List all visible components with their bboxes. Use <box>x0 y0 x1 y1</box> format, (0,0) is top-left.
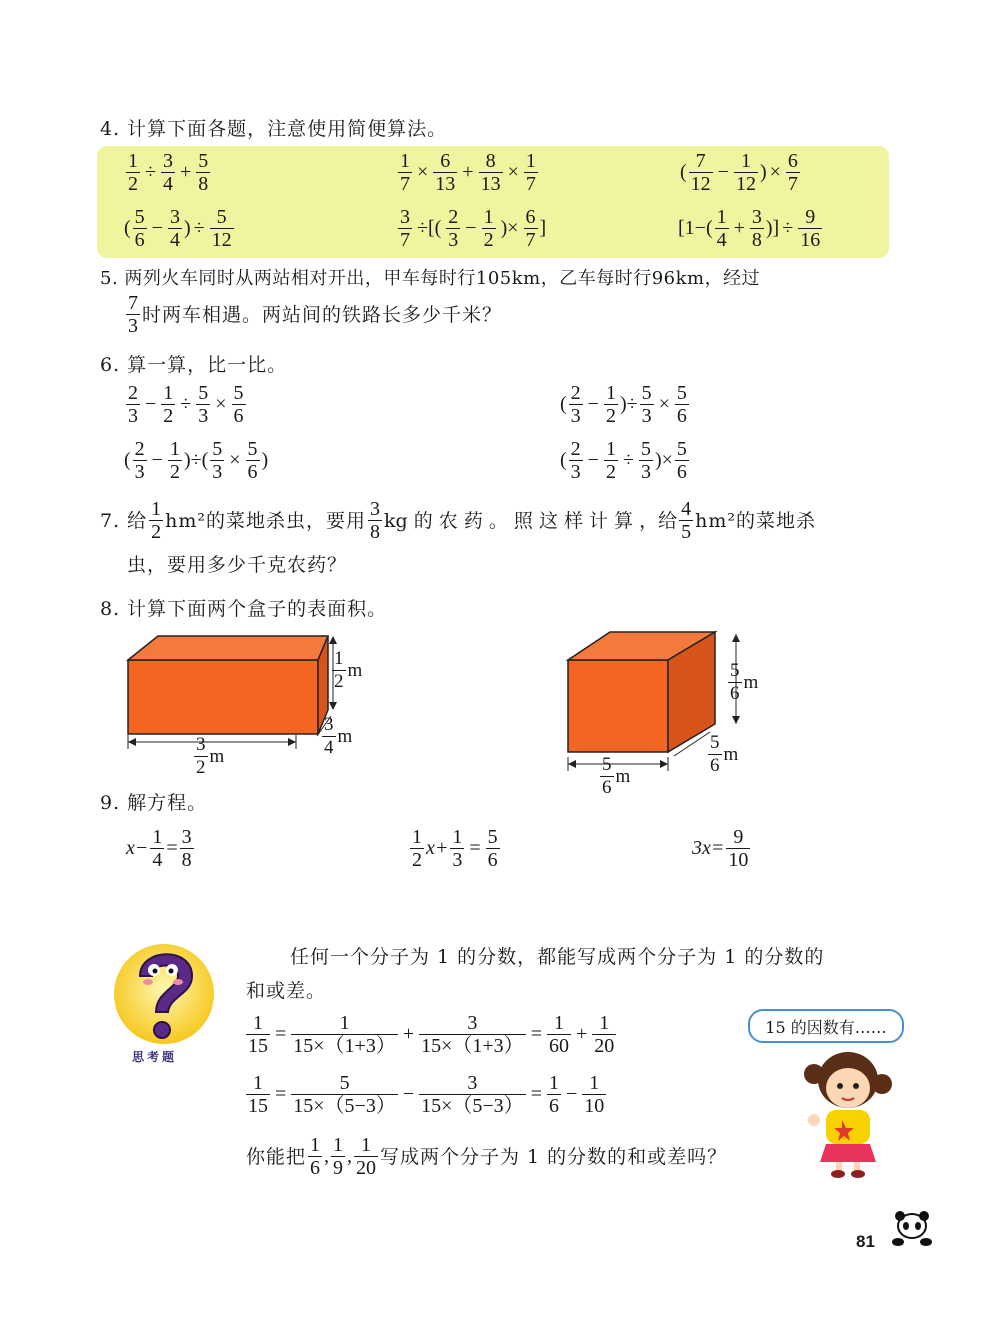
q4-title: 4. 计算下面各题，注意使用简便算法。 <box>100 118 448 140</box>
think-equation-a: $\frac{1}{15}$ = $\frac{1}{15\times(1+3)}$ + $\frac{3}{15\times(1+3)}$ = $\frac{1}{60}$ + $\frac{1}{20}$ <box>248 1012 615 1057</box>
think-intro-line-2: 和或差。 <box>246 980 327 1002</box>
q4-expr-5: $\frac{3}{7}$ ÷[( 2 3 − $\frac{1}{2}$ )× $\frac{6}{7}$ ] <box>400 206 547 251</box>
q6-title: 6. 算一算，比一比。 <box>100 354 288 376</box>
box-1-width-label: 3 4 m <box>324 714 353 758</box>
q9-equation-3: 3x= $\frac{9}{10}$ <box>692 826 749 871</box>
think-intro-line-1: 任何一个分子为 1 的分数，都能写成两个分子为 1 的分数的 <box>290 946 825 968</box>
box-1-length-label: 3 2 m <box>196 734 225 778</box>
speech-bubble-text: 15 的因数有…… <box>765 1017 887 1037</box>
q9-equation-2: 1 2 x+ $\frac{1}{3}$ = $\frac{5}{6}$ <box>412 826 498 871</box>
page-number: 81 <box>856 1232 875 1251</box>
think-label: 思考题 <box>132 1050 178 1064</box>
panda-icon <box>886 1204 938 1252</box>
q7-line-2: 虫，要用多少千克农药？ <box>127 554 348 576</box>
box-2-length-label: 5 6 m <box>602 754 631 798</box>
girl-character-illustration <box>800 1044 896 1180</box>
box-2-height-label: 5 6 m <box>730 660 759 704</box>
think-question: 你能把 1 6 , 1 9 , 1 20 写成两个分子为 1 的分数的和或差吗？ <box>246 1134 728 1179</box>
speech-bubble <box>748 1009 904 1043</box>
q4-expr-3: ( 7 12 − $\frac{1}{12}$ ) × $\frac{6}{7}$ <box>680 150 798 195</box>
q4-expr-1: $\frac{1}{2}$ ÷ $\frac{3}{4}$ + $\frac{5}{8}$ <box>128 150 209 195</box>
q5-line-1: 5. 两列火车同时从两站相对开出，甲车每时行105km，乙车每时行96km，经过 <box>100 268 761 289</box>
q4-expr-2: $\frac{1}{7}$ × $\frac{6}{13}$ + $\frac{8}{13}$ × $\frac{1}{7}$ <box>400 150 536 195</box>
q6-expr-4: ( 2 3 − $\frac{1}{2}$ ÷ $\frac{5}{3}$ )× $\frac{5}{6}$ <box>560 438 687 483</box>
q6-expr-1: 2 3 − $\frac{1}{2}$ ÷ $\frac{5}{3}$ × $\frac{5}{6}$ <box>128 382 244 427</box>
think-equation-b: $\frac{1}{15}$ = $\frac{5}{15\times(5-3)}$ − $\frac{3}{15\times(5-3)}$ = $\frac{1}{6}$ − $\frac{1}{10}$ <box>248 1072 605 1117</box>
q7-line-1: 7. 给 1 2 hm²的菜地杀虫，要用 3 8 kg 的 农 药 。 照 这 样 计 算 ，给 4 5 hm²的菜地杀 <box>100 498 816 543</box>
q6-expr-3: ( 2 3 − $\frac{1}{2}$ )÷( $\frac{5}{3}$ × $\frac{5}{6}$ ) <box>124 438 269 483</box>
q5-line-2: 7 3 时两车相遇。两站间的铁路长多少千米？ <box>128 292 503 337</box>
box-2-width-label: 5 6 m <box>710 732 739 776</box>
question-mark-icon <box>112 936 218 1066</box>
q4-expr-4: ( 5 6 − $\frac{3}{4}$ ) ÷ $\frac{5}{12}$ <box>124 206 232 251</box>
q8-title: 8. 计算下面两个盒子的表面积。 <box>100 598 388 620</box>
q6-expr-2: ( 2 3 − $\frac{1}{2}$ )÷ $\frac{5}{3}$ × $\frac{5}{6}$ <box>560 382 687 427</box>
box-1-height-label: 1 2 m <box>334 648 363 692</box>
q9-equation-1: x− $\frac{1}{4}$ = $\frac{3}{8}$ <box>126 826 192 871</box>
q9-title: 9. 解方程。 <box>100 792 208 814</box>
q4-expr-6: [1−( 1 4 + $\frac{3}{8}$ )] ÷ $\frac{9}{16}$ <box>678 206 821 251</box>
